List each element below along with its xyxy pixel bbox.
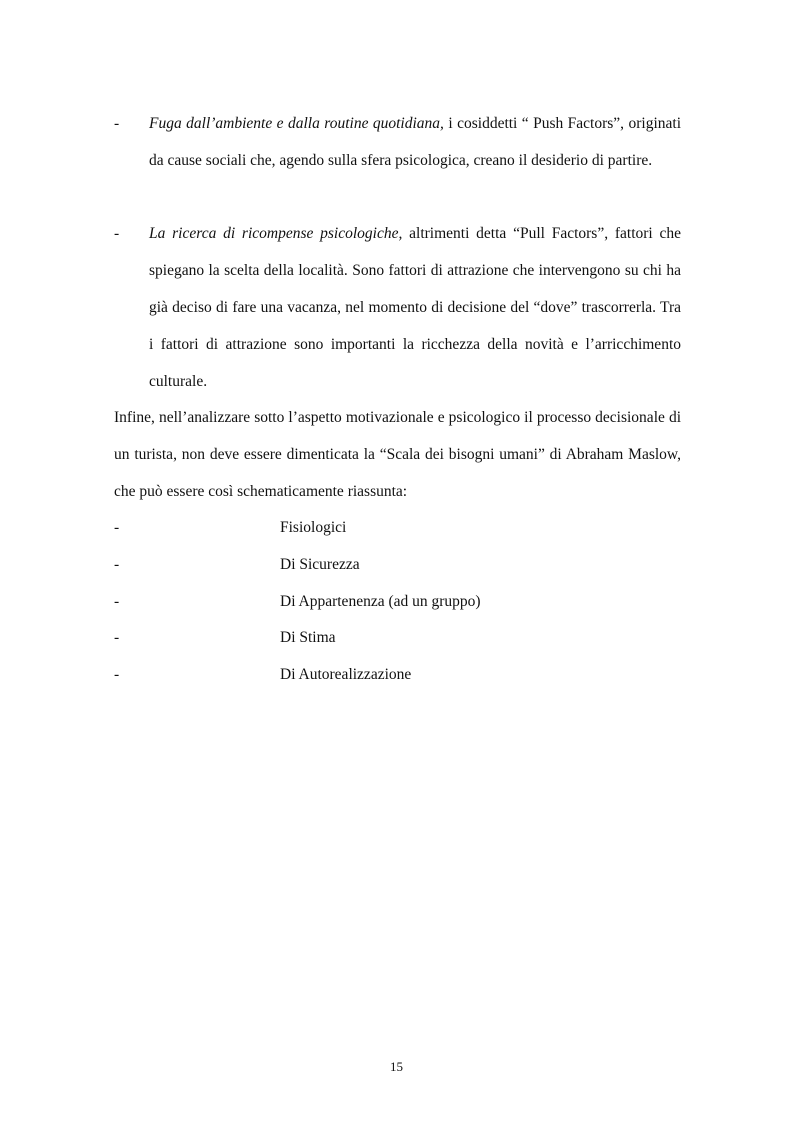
body-paragraph: Infine, nell’analizzare sotto l’aspetto motivazionale e psicologico il processo decisionale di un turista, non deve essere dimenticata la “Scala dei bisogni umani” di Abraham Maslow, che può essere così schematicamente riassunta: [114, 409, 681, 500]
list-item [114, 509, 681, 546]
list-dash: - [114, 519, 120, 536]
page-number: 15 [390, 1059, 403, 1074]
bullet-text [149, 215, 681, 400]
bullet-item-push-factors [114, 105, 681, 179]
list-item [114, 583, 681, 620]
need-label: Di Stima [280, 629, 336, 647]
need-label: Di Autorealizzazione [280, 666, 412, 684]
list-item [114, 619, 681, 656]
list-item [114, 656, 681, 693]
bullet-dash: - [114, 225, 120, 242]
need-label: Fisiologici [280, 519, 347, 536]
list-dash: - [114, 592, 120, 610]
need-label: Di Sicurezza [280, 555, 360, 573]
list-dash: - [114, 555, 120, 573]
bullet-italic-lead: La ricerca di ricompense psicologiche, [149, 225, 403, 242]
need-label: Di Appartenenza (ad un gruppo) [280, 592, 481, 610]
bullet-dash: - [114, 115, 120, 132]
list-dash: - [114, 629, 120, 647]
bullet-body: altrimenti detta “Pull Factors”, fattori che spiegano la scelta della località. Sono fattori di attrazione che intervengono su chi ha già deciso di fare una vacanza, nel momento di decisione del “dove” trascorrerla. Tra i fattori di attrazione sono importanti la ricchezza della novità e l’arricchimento culturale. [149, 225, 682, 390]
bullet-italic-lead: Fuga dall’ambiente e dalla routine quotidiana, [149, 115, 444, 132]
list-dash: - [114, 666, 120, 684]
bullet-body: i cosiddetti “ Push Factors”, originati da cause sociali che, agendo sulla sfera psicologica, creano il desiderio di partire. [149, 115, 682, 169]
maslow-needs-list [114, 509, 681, 693]
bullet-item-pull-factors [114, 215, 681, 400]
list-item [114, 546, 681, 583]
bullet-text [149, 105, 681, 179]
